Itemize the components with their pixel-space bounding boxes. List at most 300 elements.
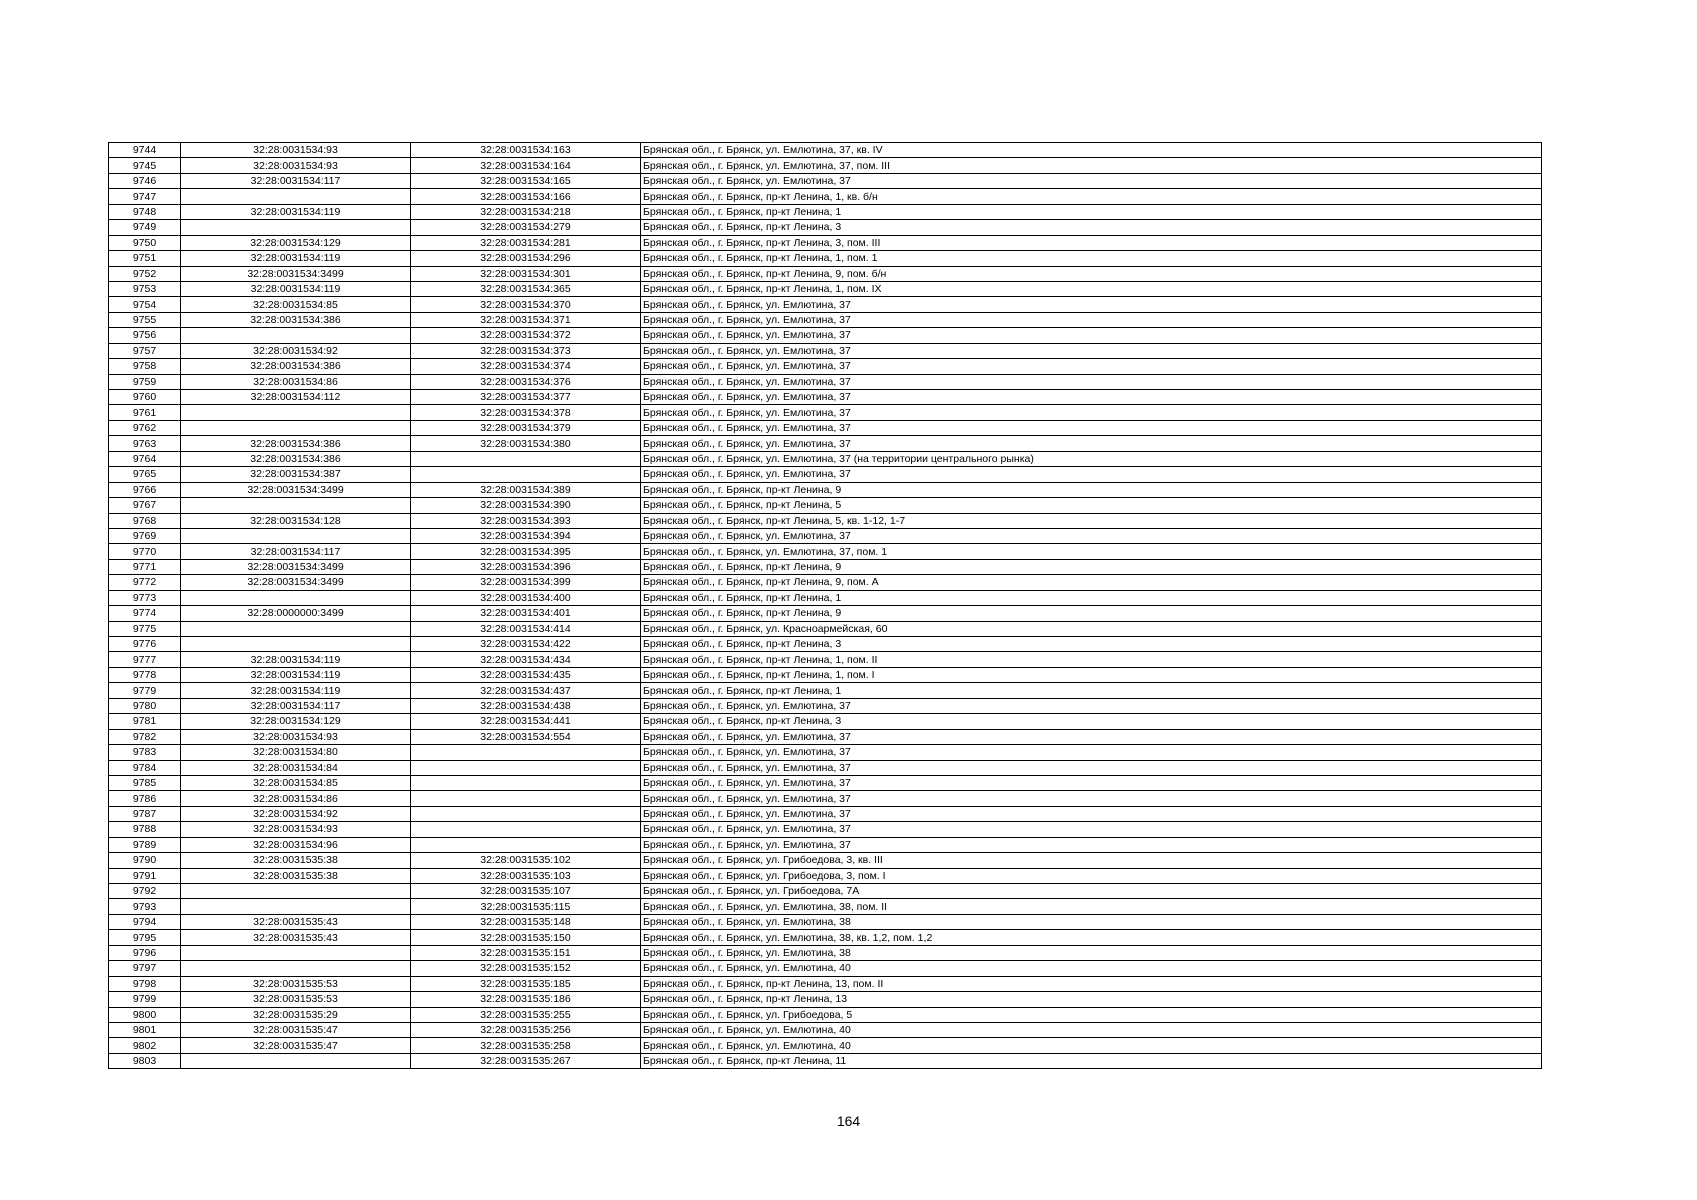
address-cell: Брянская обл., г. Брянск, пр-кт Ленина, 13 <box>641 992 1542 1007</box>
table-row <box>109 899 1542 914</box>
row-number-cell: 9771 <box>109 559 181 574</box>
cadastral-number-cell: 32:28:0031534:441 <box>411 714 641 729</box>
cadastral-number-cell: 32:28:0031535:152 <box>411 961 641 976</box>
cadastral-number-cell: 32:28:0031534:401 <box>411 606 641 621</box>
table-row <box>109 992 1542 1007</box>
row-number-cell: 9774 <box>109 606 181 621</box>
row-number-cell: 9745 <box>109 158 181 173</box>
row-number-cell: 9750 <box>109 235 181 250</box>
address-cell: Брянская обл., г. Брянск, ул. Емлютина, 40 <box>641 1022 1542 1037</box>
table-row <box>109 837 1542 852</box>
table-row <box>109 667 1542 682</box>
parent-cadastral-number-cell: 32:28:0031534:117 <box>181 173 411 188</box>
address-cell: Брянская обл., г. Брянск, ул. Емлютина, 37 <box>641 420 1542 435</box>
row-number-cell: 9778 <box>109 667 181 682</box>
table-row <box>109 729 1542 744</box>
table-row <box>109 204 1542 219</box>
table-row <box>109 312 1542 327</box>
row-number-cell: 9763 <box>109 436 181 451</box>
table-row <box>109 637 1542 652</box>
row-number-cell: 9748 <box>109 204 181 219</box>
table-row <box>109 359 1542 374</box>
parent-cadastral-number-cell <box>181 220 411 235</box>
address-cell: Брянская обл., г. Брянск, пр-кт Ленина, 3 <box>641 714 1542 729</box>
row-number-cell: 9765 <box>109 467 181 482</box>
row-number-cell: 9799 <box>109 992 181 1007</box>
table-row <box>109 251 1542 266</box>
parent-cadastral-number-cell: 32:28:0031535:43 <box>181 930 411 945</box>
parent-cadastral-number-cell: 32:28:0031534:119 <box>181 683 411 698</box>
parent-cadastral-number-cell <box>181 328 411 343</box>
row-number-cell: 9769 <box>109 528 181 543</box>
cadastral-number-cell: 32:28:0031534:379 <box>411 420 641 435</box>
parent-cadastral-number-cell: 32:28:0031534:386 <box>181 312 411 327</box>
address-cell: Брянская обл., г. Брянск, ул. Емлютина, 37 <box>641 467 1542 482</box>
table-row <box>109 884 1542 899</box>
address-cell: Брянская обл., г. Брянск, пр-кт Ленина, 1, кв. б/н <box>641 189 1542 204</box>
row-number-cell: 9749 <box>109 220 181 235</box>
cadastral-number-cell: 32:28:0031534:438 <box>411 698 641 713</box>
parent-cadastral-number-cell <box>181 884 411 899</box>
parent-cadastral-number-cell: 32:28:0031534:3499 <box>181 559 411 574</box>
cadastral-number-cell: 32:28:0031534:435 <box>411 667 641 682</box>
table-row <box>109 559 1542 574</box>
row-number-cell: 9752 <box>109 266 181 281</box>
parent-cadastral-number-cell: 32:28:0031535:47 <box>181 1038 411 1053</box>
cadastral-number-cell: 32:28:0031535:185 <box>411 976 641 991</box>
parent-cadastral-number-cell <box>181 189 411 204</box>
parent-cadastral-number-cell: 32:28:0031534:119 <box>181 652 411 667</box>
row-number-cell: 9788 <box>109 822 181 837</box>
row-number-cell: 9777 <box>109 652 181 667</box>
address-cell: Брянская обл., г. Брянск, пр-кт Ленина, 3 <box>641 220 1542 235</box>
address-cell: Брянская обл., г. Брянск, ул. Емлютина, 37 <box>641 405 1542 420</box>
row-number-cell: 9784 <box>109 760 181 775</box>
table-row <box>109 822 1542 837</box>
parent-cadastral-number-cell: 32:28:0031534:119 <box>181 667 411 682</box>
address-cell: Брянская обл., г. Брянск, ул. Емлютина, 37 <box>641 343 1542 358</box>
cadastral-number-cell <box>411 806 641 821</box>
parent-cadastral-number-cell: 32:28:0031534:117 <box>181 698 411 713</box>
parent-cadastral-number-cell: 32:28:0031534:93 <box>181 143 411 158</box>
cadastral-number-cell: 32:28:0031534:279 <box>411 220 641 235</box>
address-cell: Брянская обл., г. Брянск, ул. Емлютина, 37 <box>641 745 1542 760</box>
table-row <box>109 590 1542 605</box>
cadastral-number-cell: 32:28:0031534:374 <box>411 359 641 374</box>
cadastral-number-cell: 32:28:0031534:218 <box>411 204 641 219</box>
row-number-cell: 9795 <box>109 930 181 945</box>
cadastral-number-cell: 32:28:0031534:371 <box>411 312 641 327</box>
table-row <box>109 745 1542 760</box>
address-cell: Брянская обл., г. Брянск, ул. Красноармейская, 60 <box>641 621 1542 636</box>
address-cell: Брянская обл., г. Брянск, ул. Емлютина, 38 <box>641 914 1542 929</box>
row-number-cell: 9756 <box>109 328 181 343</box>
address-cell: Брянская обл., г. Брянск, пр-кт Ленина, 3 <box>641 637 1542 652</box>
row-number-cell: 9759 <box>109 374 181 389</box>
cadastral-number-cell: 32:28:0031534:281 <box>411 235 641 250</box>
row-number-cell: 9787 <box>109 806 181 821</box>
cadastral-number-cell: 32:28:0031534:370 <box>411 297 641 312</box>
table-row <box>109 714 1542 729</box>
address-cell: Брянская обл., г. Брянск, ул. Емлютина, 37 <box>641 822 1542 837</box>
table-row <box>109 760 1542 775</box>
cadastral-number-cell: 32:28:0031535:115 <box>411 899 641 914</box>
address-cell: Брянская обл., г. Брянск, ул. Емлютина, 38, кв. 1,2, пом. 1,2 <box>641 930 1542 945</box>
address-cell: Брянская обл., г. Брянск, пр-кт Ленина, 9, пом. б/н <box>641 266 1542 281</box>
table-row <box>109 806 1542 821</box>
parent-cadastral-number-cell <box>181 1053 411 1068</box>
table-row <box>109 976 1542 991</box>
parent-cadastral-number-cell: 32:28:0031534:386 <box>181 359 411 374</box>
row-number-cell: 9772 <box>109 575 181 590</box>
parent-cadastral-number-cell: 32:28:0031534:92 <box>181 806 411 821</box>
table-row <box>109 513 1542 528</box>
parent-cadastral-number-cell <box>181 528 411 543</box>
parent-cadastral-number-cell: 32:28:0031535:53 <box>181 992 411 1007</box>
address-cell: Брянская обл., г. Брянск, ул. Емлютина, 37 <box>641 729 1542 744</box>
address-cell: Брянская обл., г. Брянск, ул. Емлютина, 37 <box>641 760 1542 775</box>
parent-cadastral-number-cell <box>181 637 411 652</box>
cadastral-number-cell <box>411 791 641 806</box>
address-cell: Брянская обл., г. Брянск, пр-кт Ленина, 1, пом. II <box>641 652 1542 667</box>
table-row <box>109 698 1542 713</box>
parent-cadastral-number-cell: 32:28:0031535:38 <box>181 853 411 868</box>
row-number-cell: 9786 <box>109 791 181 806</box>
parent-cadastral-number-cell: 32:28:0031534:119 <box>181 281 411 296</box>
parent-cadastral-number-cell <box>181 945 411 960</box>
table-row <box>109 575 1542 590</box>
cadastral-number-cell: 32:28:0031534:166 <box>411 189 641 204</box>
table-row <box>109 143 1542 158</box>
cadastral-number-cell: 32:28:0031534:373 <box>411 343 641 358</box>
address-cell: Брянская обл., г. Брянск, ул. Емлютина, 37 <box>641 806 1542 821</box>
address-cell: Брянская обл., г. Брянск, ул. Емлютина, 37 <box>641 390 1542 405</box>
address-cell: Брянская обл., г. Брянск, ул. Емлютина, 37 <box>641 698 1542 713</box>
cadastral-number-cell <box>411 745 641 760</box>
address-cell: Брянская обл., г. Брянск, ул. Емлютина, 37 <box>641 297 1542 312</box>
row-number-cell: 9785 <box>109 775 181 790</box>
cadastral-number-cell: 32:28:0031534:394 <box>411 528 641 543</box>
address-cell: Брянская обл., г. Брянск, ул. Емлютина, 37, пом. III <box>641 158 1542 173</box>
parent-cadastral-number-cell: 32:28:0031534:387 <box>181 467 411 482</box>
row-number-cell: 9798 <box>109 976 181 991</box>
address-cell: Брянская обл., г. Брянск, ул. Емлютина, 37, кв. IV <box>641 143 1542 158</box>
parent-cadastral-number-cell: 32:28:0031535:29 <box>181 1007 411 1022</box>
cadastral-number-cell <box>411 822 641 837</box>
parent-cadastral-number-cell: 32:28:0031534:119 <box>181 204 411 219</box>
cadastral-number-cell <box>411 760 641 775</box>
address-cell: Брянская обл., г. Брянск, ул. Грибоедова, 3, кв. III <box>641 853 1542 868</box>
row-number-cell: 9800 <box>109 1007 181 1022</box>
table-row <box>109 482 1542 497</box>
table-row <box>109 173 1542 188</box>
row-number-cell: 9783 <box>109 745 181 760</box>
cadastral-number-cell: 32:28:0031534:377 <box>411 390 641 405</box>
table-row <box>109 945 1542 960</box>
cadastral-number-cell <box>411 837 641 852</box>
cadastral-number-cell: 32:28:0031534:395 <box>411 544 641 559</box>
address-cell: Брянская обл., г. Брянск, ул. Емлютина, 37 <box>641 775 1542 790</box>
row-number-cell: 9768 <box>109 513 181 528</box>
table-row <box>109 1007 1542 1022</box>
parent-cadastral-number-cell: 32:28:0031534:80 <box>181 745 411 760</box>
parent-cadastral-number-cell: 32:28:0031534:128 <box>181 513 411 528</box>
table-row <box>109 405 1542 420</box>
cadastral-number-cell: 32:28:0031535:151 <box>411 945 641 960</box>
address-cell: Брянская обл., г. Брянск, ул. Грибоедова, 7А <box>641 884 1542 899</box>
row-number-cell: 9779 <box>109 683 181 698</box>
row-number-cell: 9760 <box>109 390 181 405</box>
cadastral-number-cell: 32:28:0031535:148 <box>411 914 641 929</box>
cadastral-number-cell: 32:28:0031534:554 <box>411 729 641 744</box>
parent-cadastral-number-cell <box>181 420 411 435</box>
cadastral-number-cell: 32:28:0031534:400 <box>411 590 641 605</box>
row-number-cell: 9797 <box>109 961 181 976</box>
row-number-cell: 9796 <box>109 945 181 960</box>
table-row <box>109 498 1542 513</box>
cadastral-number-cell <box>411 451 641 466</box>
row-number-cell: 9782 <box>109 729 181 744</box>
address-cell: Брянская обл., г. Брянск, пр-кт Ленина, 13, пом. II <box>641 976 1542 991</box>
parent-cadastral-number-cell: 32:28:0031534:129 <box>181 714 411 729</box>
table-row <box>109 1053 1542 1068</box>
row-number-cell: 9794 <box>109 914 181 929</box>
address-cell: Брянская обл., г. Брянск, ул. Емлютина, 37 <box>641 312 1542 327</box>
row-number-cell: 9762 <box>109 420 181 435</box>
table-row <box>109 914 1542 929</box>
cadastral-number-cell: 32:28:0031534:434 <box>411 652 641 667</box>
parent-cadastral-number-cell: 32:28:0031534:93 <box>181 729 411 744</box>
cadastral-number-cell: 32:28:0031535:150 <box>411 930 641 945</box>
address-cell: Брянская обл., г. Брянск, пр-кт Ленина, 3, пом. III <box>641 235 1542 250</box>
parent-cadastral-number-cell: 32:28:0031534:3499 <box>181 266 411 281</box>
row-number-cell: 9747 <box>109 189 181 204</box>
table-row <box>109 158 1542 173</box>
row-number-cell: 9764 <box>109 451 181 466</box>
row-number-cell: 9754 <box>109 297 181 312</box>
cadastral-number-cell: 32:28:0031535:258 <box>411 1038 641 1053</box>
table-row <box>109 528 1542 543</box>
row-number-cell: 9775 <box>109 621 181 636</box>
parent-cadastral-number-cell: 32:28:0031534:112 <box>181 390 411 405</box>
address-cell: Брянская обл., г. Брянск, пр-кт Ленина, 1, пом. 1 <box>641 251 1542 266</box>
cadastral-number-cell: 32:28:0031534:396 <box>411 559 641 574</box>
row-number-cell: 9770 <box>109 544 181 559</box>
cadastral-number-cell: 32:28:0031534:389 <box>411 482 641 497</box>
address-cell: Брянская обл., г. Брянск, ул. Емлютина, 37 (на территории центрального рынка) <box>641 451 1542 466</box>
address-cell: Брянская обл., г. Брянск, пр-кт Ленина, 1, пом. IX <box>641 281 1542 296</box>
cadastral-number-cell: 32:28:0031535:186 <box>411 992 641 1007</box>
table-row <box>109 390 1542 405</box>
row-number-cell: 9789 <box>109 837 181 852</box>
row-number-cell: 9803 <box>109 1053 181 1068</box>
parent-cadastral-number-cell: 32:28:0031534:92 <box>181 343 411 358</box>
address-cell: Брянская обл., г. Брянск, ул. Емлютина, 37 <box>641 328 1542 343</box>
parent-cadastral-number-cell: 32:28:0031534:3499 <box>181 482 411 497</box>
table-row <box>109 544 1542 559</box>
parent-cadastral-number-cell: 32:28:0031534:93 <box>181 158 411 173</box>
cadastral-number-cell: 32:28:0031534:378 <box>411 405 641 420</box>
table-row <box>109 436 1542 451</box>
parent-cadastral-number-cell <box>181 405 411 420</box>
table-row <box>109 961 1542 976</box>
table-row <box>109 374 1542 389</box>
table-row <box>109 683 1542 698</box>
table-row <box>109 1022 1542 1037</box>
parent-cadastral-number-cell: 32:28:0031534:96 <box>181 837 411 852</box>
row-number-cell: 9751 <box>109 251 181 266</box>
parent-cadastral-number-cell <box>181 498 411 513</box>
parent-cadastral-number-cell: 32:28:0031534:84 <box>181 760 411 775</box>
parent-cadastral-number-cell: 32:28:0031534:386 <box>181 451 411 466</box>
address-cell: Брянская обл., г. Брянск, ул. Емлютина, 40 <box>641 961 1542 976</box>
table-row <box>109 1038 1542 1053</box>
table-body <box>109 143 1542 1069</box>
parent-cadastral-number-cell: 32:28:0031534:117 <box>181 544 411 559</box>
cadastral-number-cell: 32:28:0031535:103 <box>411 868 641 883</box>
row-number-cell: 9791 <box>109 868 181 883</box>
address-cell: Брянская обл., г. Брянск, пр-кт Ленина, 9, пом. А <box>641 575 1542 590</box>
parent-cadastral-number-cell: 32:28:0031535:47 <box>181 1022 411 1037</box>
address-cell: Брянская обл., г. Брянск, ул. Емлютина, 37 <box>641 528 1542 543</box>
table-row <box>109 467 1542 482</box>
address-cell: Брянская обл., г. Брянск, пр-кт Ленина, 5 <box>641 498 1542 513</box>
row-number-cell: 9767 <box>109 498 181 513</box>
address-cell: Брянская обл., г. Брянск, пр-кт Ленина, 5, кв. 1-12, 1-7 <box>641 513 1542 528</box>
table-row <box>109 930 1542 945</box>
table-row <box>109 220 1542 235</box>
page-number: 164 <box>836 1113 861 1129</box>
parent-cadastral-number-cell: 32:28:0031535:38 <box>181 868 411 883</box>
address-cell: Брянская обл., г. Брянск, пр-кт Ленина, 9 <box>641 606 1542 621</box>
cadastral-number-cell <box>411 775 641 790</box>
table-row <box>109 297 1542 312</box>
table-row <box>109 621 1542 636</box>
address-cell: Брянская обл., г. Брянск, ул. Емлютина, 38 <box>641 945 1542 960</box>
cadastral-number-cell: 32:28:0031535:107 <box>411 884 641 899</box>
cadastral-number-cell: 32:28:0031535:256 <box>411 1022 641 1037</box>
cadastral-number-cell: 32:28:0031534:301 <box>411 266 641 281</box>
parent-cadastral-number-cell: 32:28:0031534:119 <box>181 251 411 266</box>
row-number-cell: 9773 <box>109 590 181 605</box>
parent-cadastral-number-cell: 32:28:0031534:386 <box>181 436 411 451</box>
address-cell: Брянская обл., г. Брянск, ул. Емлютина, 37 <box>641 374 1542 389</box>
cadastral-number-cell: 32:28:0031534:393 <box>411 513 641 528</box>
row-number-cell: 9780 <box>109 698 181 713</box>
table-row <box>109 652 1542 667</box>
parent-cadastral-number-cell: 32:28:0031534:93 <box>181 822 411 837</box>
parent-cadastral-number-cell: 32:28:0031534:85 <box>181 297 411 312</box>
address-cell: Брянская обл., г. Брянск, ул. Емлютина, 37 <box>641 436 1542 451</box>
parent-cadastral-number-cell: 32:28:0031534:86 <box>181 791 411 806</box>
cadastral-number-cell: 32:28:0031534:414 <box>411 621 641 636</box>
address-cell: Брянская обл., г. Брянск, ул. Грибоедова, 3, пом. I <box>641 868 1542 883</box>
cadastral-number-cell: 32:28:0031534:380 <box>411 436 641 451</box>
cadastral-number-cell: 32:28:0031535:267 <box>411 1053 641 1068</box>
address-cell: Брянская обл., г. Брянск, пр-кт Ленина, 1 <box>641 683 1542 698</box>
cadastral-number-cell: 32:28:0031534:376 <box>411 374 641 389</box>
parent-cadastral-number-cell: 32:28:0031534:85 <box>181 775 411 790</box>
row-number-cell: 9801 <box>109 1022 181 1037</box>
cadastral-number-cell: 32:28:0031534:296 <box>411 251 641 266</box>
cadastral-number-cell: 32:28:0031534:372 <box>411 328 641 343</box>
address-cell: Брянская обл., г. Брянск, пр-кт Ленина, 1 <box>641 590 1542 605</box>
address-cell: Брянская обл., г. Брянск, ул. Емлютина, 37 <box>641 359 1542 374</box>
table-row <box>109 189 1542 204</box>
cadastral-number-cell: 32:28:0031535:255 <box>411 1007 641 1022</box>
table-row <box>109 606 1542 621</box>
address-cell: Брянская обл., г. Брянск, пр-кт Ленина, 1 <box>641 204 1542 219</box>
table-row <box>109 791 1542 806</box>
cadastral-number-cell: 32:28:0031534:164 <box>411 158 641 173</box>
parent-cadastral-number-cell: 32:28:0031534:129 <box>181 235 411 250</box>
parent-cadastral-number-cell <box>181 961 411 976</box>
row-number-cell: 9753 <box>109 281 181 296</box>
parent-cadastral-number-cell: 32:28:0000000:3499 <box>181 606 411 621</box>
parent-cadastral-number-cell: 32:28:0031535:43 <box>181 914 411 929</box>
address-cell: Брянская обл., г. Брянск, ул. Емлютина, 37 <box>641 837 1542 852</box>
table-row <box>109 451 1542 466</box>
cadastral-number-cell: 32:28:0031534:390 <box>411 498 641 513</box>
table-row <box>109 420 1542 435</box>
cadastral-number-cell: 32:28:0031534:422 <box>411 637 641 652</box>
address-cell: Брянская обл., г. Брянск, ул. Емлютина, 38, пом. II <box>641 899 1542 914</box>
table-row <box>109 235 1542 250</box>
parent-cadastral-number-cell <box>181 899 411 914</box>
row-number-cell: 9793 <box>109 899 181 914</box>
cadastral-registry-table <box>108 142 1542 1069</box>
cadastral-number-cell <box>411 467 641 482</box>
row-number-cell: 9790 <box>109 853 181 868</box>
address-cell: Брянская обл., г. Брянск, ул. Емлютина, 40 <box>641 1038 1542 1053</box>
row-number-cell: 9755 <box>109 312 181 327</box>
address-cell: Брянская обл., г. Брянск, пр-кт Ленина, 11 <box>641 1053 1542 1068</box>
row-number-cell: 9776 <box>109 637 181 652</box>
table-row <box>109 266 1542 281</box>
address-cell: Брянская обл., г. Брянск, ул. Емлютина, 37 <box>641 791 1542 806</box>
table-row <box>109 343 1542 358</box>
address-cell: Брянская обл., г. Брянск, ул. Емлютина, 37 <box>641 173 1542 188</box>
parent-cadastral-number-cell: 32:28:0031535:53 <box>181 976 411 991</box>
row-number-cell: 9792 <box>109 884 181 899</box>
row-number-cell: 9758 <box>109 359 181 374</box>
address-cell: Брянская обл., г. Брянск, ул. Емлютина, 37, пом. 1 <box>641 544 1542 559</box>
row-number-cell: 9746 <box>109 173 181 188</box>
cadastral-number-cell: 32:28:0031534:437 <box>411 683 641 698</box>
address-cell: Брянская обл., г. Брянск, пр-кт Ленина, 9 <box>641 482 1542 497</box>
row-number-cell: 9744 <box>109 143 181 158</box>
cadastral-number-cell: 32:28:0031535:102 <box>411 853 641 868</box>
cadastral-number-cell: 32:28:0031534:163 <box>411 143 641 158</box>
parent-cadastral-number-cell <box>181 621 411 636</box>
row-number-cell: 9761 <box>109 405 181 420</box>
table-row <box>109 853 1542 868</box>
cadastral-number-cell: 32:28:0031534:365 <box>411 281 641 296</box>
row-number-cell: 9802 <box>109 1038 181 1053</box>
cadastral-number-cell: 32:28:0031534:399 <box>411 575 641 590</box>
address-cell: Брянская обл., г. Брянск, пр-кт Ленина, 1, пом. I <box>641 667 1542 682</box>
address-cell: Брянская обл., г. Брянск, ул. Грибоедова, 5 <box>641 1007 1542 1022</box>
cadastral-number-cell: 32:28:0031534:165 <box>411 173 641 188</box>
table-row <box>109 328 1542 343</box>
table-row <box>109 281 1542 296</box>
table-row <box>109 868 1542 883</box>
row-number-cell: 9781 <box>109 714 181 729</box>
table-row <box>109 775 1542 790</box>
row-number-cell: 9757 <box>109 343 181 358</box>
parent-cadastral-number-cell <box>181 590 411 605</box>
row-number-cell: 9766 <box>109 482 181 497</box>
